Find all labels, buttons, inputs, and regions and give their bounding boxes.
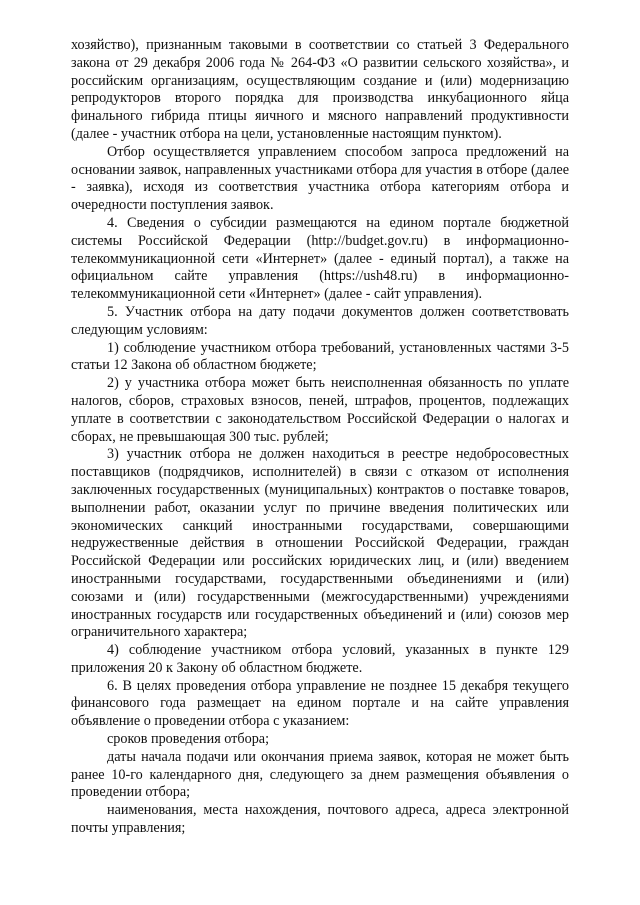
paragraph-condition-2: 2) у участника отбора может быть неисполненная обязанность по уплате налогов, сборов, страховых взносов, пеней, штрафов, процентов, подлежащих уплате в соответствии с законодательством Российской Федерации о налогах и сборах, не превышающая 300 тыс. рублей; bbox=[71, 375, 569, 445]
paragraph-selection-method: Отбор осуществляется управлением способом запроса предложений на основании заявок, направленных участниками отбора для участия в отборе (далее - заявка), исходя из соответствия участника отбора категориям отбора и очередности поступления заявок. bbox=[71, 143, 569, 214]
paragraph-item-6: 6. В целях проведения отбора управление не позднее 15 декабря текущего финансового года размещает на едином портале и на сайте управления объявление о проведении отбора с указанием: bbox=[71, 677, 569, 730]
paragraph-list-deadlines: сроков проведения отбора; bbox=[107, 731, 270, 748]
paragraph-list-contacts: наименования, места нахождения, почтового адреса, адреса электронной почты управления; bbox=[71, 802, 569, 837]
paragraph-condition-3: 3) участник отбора не должен находиться в реестре недобросовестных поставщиков (подрядчиков, исполнителей) в связи с отказом от исполнения заключенных государственных (муниципальных) контрактов о поставке товаров, выполнении работ, оказании услуг по причине введения политических или экономических санкций иностранными государствами, совершающими недружественные действия в отношении Российской Федерации, граждан Российской Федерации или российских юридических лиц, и (или) введением иностранными государствами, государственными объединениями и (или) союзами и (или) государственными (межгосударственными) учреждениями иностранных государств или государственных объединений и (или) союзов мер ограничительного характера; bbox=[71, 446, 569, 641]
paragraph-list-dates: даты начала подачи или окончания приема заявок, которая не может быть ранее 10-го календарного дня, следующего за днем размещения объявления о проведении отбора; bbox=[71, 748, 569, 801]
paragraph-condition-1: 1) соблюдение участником отбора требований, установленных частями 3-5 статьи 12 Закона об областном бюджете; bbox=[71, 339, 569, 374]
paragraph-item-4: 4. Сведения о субсидии размещаются на едином портале бюджетной системы Российской Федерации (http://budget.gov.ru) в информационно-телекоммуникационной сети «Интернет» (далее - единый портал), а также на официальном сайте управления (https://ush48.ru) в информационно-телекоммуникационной сети «Интернет» (далее - сайт управления). bbox=[71, 214, 569, 303]
paragraph-item-5: 5. Участник отбора на дату подачи документов должен соответствовать следующим условиям: bbox=[71, 303, 569, 338]
paragraph-continuation: хозяйство), признанным таковыми в соответствии со статьей 3 Федерального закона от 29 декабря 2006 года № 264-ФЗ «О развитии сельского хозяйства», и российским организациям, осуществляющим создание и (или) модернизацию репродукторов второго порядка для производства инкубационного яйца финального гибрида птицы яичного и мясного направлений продуктивности (далее - участник отбора на цели, установленные настоящим пунктом). bbox=[71, 37, 569, 142]
paragraph-condition-4: 4) соблюдение участником отбора условий, указанных в пункте 129 приложения 20 к Закону об областном бюджете. bbox=[71, 642, 569, 676]
